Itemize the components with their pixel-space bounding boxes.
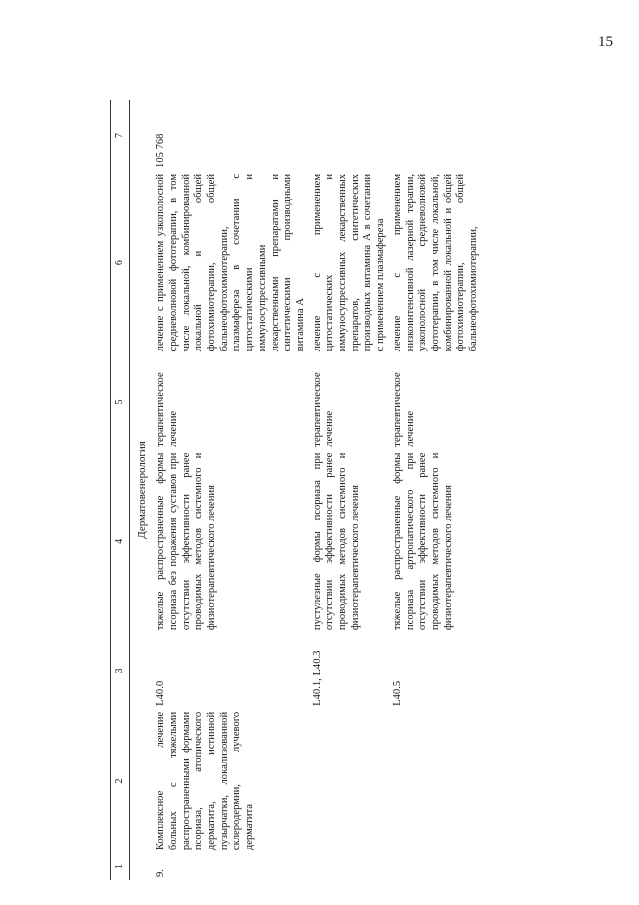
table-row <box>153 100 309 880</box>
treatment-method: лечение с применением низкоинтенсивной лазерной терапии, узкополосной средневолновой фототерапии, в том числе локальной, комбинированной локальной и общей фотохимиотерапии, общей бальнеофотохимиотерапии, <box>391 173 480 352</box>
icd-codes: L40.1, L40.3 <box>311 650 323 706</box>
table-row <box>310 100 390 880</box>
column-number: 1 <box>111 853 130 880</box>
column-number: 6 <box>111 171 130 354</box>
treatment-method: лечение с применением узкополосной средневолновой фототерапии, в том числе локальной, комбинированной локальной и общей фотохимиотерапии, общей бальнеофотохимиотерапии, плазмафереза в сочетании с цитостатическими и иммуносупрессивными лекарственными препаратами и синтетическими производными витамина А <box>155 173 306 352</box>
row-number <box>390 853 483 880</box>
cost-value: 105 768 <box>155 133 167 168</box>
column-number: 3 <box>111 633 130 709</box>
treatment-type: терапевтическое лечение <box>311 372 336 447</box>
section-title: Дерматовенерология <box>136 441 148 539</box>
service-name: Комплексное лечение больных с тяжелыми распространенными формами псориаза, атопического дерматита, истинной пузырчатки, локализованной склеродермии, лучевого дерматита <box>155 711 256 851</box>
column-numbers-row <box>111 100 130 880</box>
treatment-method: лечение с применением цитостатических и иммуносупрессивных лекарственных препаратов, синтетических производных витамина А в сочетании с применением плазмафереза <box>311 173 387 352</box>
column-number: 7 <box>111 100 130 171</box>
column-number: 5 <box>111 354 130 449</box>
icd-codes: L40.0 <box>155 680 167 706</box>
icd-codes: L40.5 <box>391 680 403 706</box>
page-number: 15 <box>598 34 613 50</box>
rotated-table-container <box>110 100 630 880</box>
cost-value <box>390 100 483 171</box>
cost-value <box>310 100 390 171</box>
services-table <box>110 100 483 880</box>
service-name <box>310 709 390 853</box>
column-number: 4 <box>111 450 130 633</box>
service-name <box>390 709 483 853</box>
table-row <box>390 100 483 880</box>
row-number <box>310 853 390 880</box>
treatment-type: терапевтическое лечение <box>155 372 179 447</box>
column-number: 2 <box>111 709 130 853</box>
row-number: 9. <box>155 869 167 877</box>
patient-model: пустулезные формы псориаза при отсутствии эффективности ранее проводимых методов системного и физиотерапевтического лечения <box>311 452 361 631</box>
patient-model: тяжелые распространенные формы псориаза без поражения суставов при отсутствии эффективности ранее проводимых методов системного и физиотерапевтического лечения <box>155 452 217 631</box>
treatment-type: терапевтическое лечение <box>391 372 416 447</box>
patient-model: тяжелые распространенные формы псориаза артропатического при отсутствии эффективности ранее проводимых методов системного и физиотерапевтического лечения <box>391 452 454 631</box>
section-header-row <box>130 100 154 880</box>
